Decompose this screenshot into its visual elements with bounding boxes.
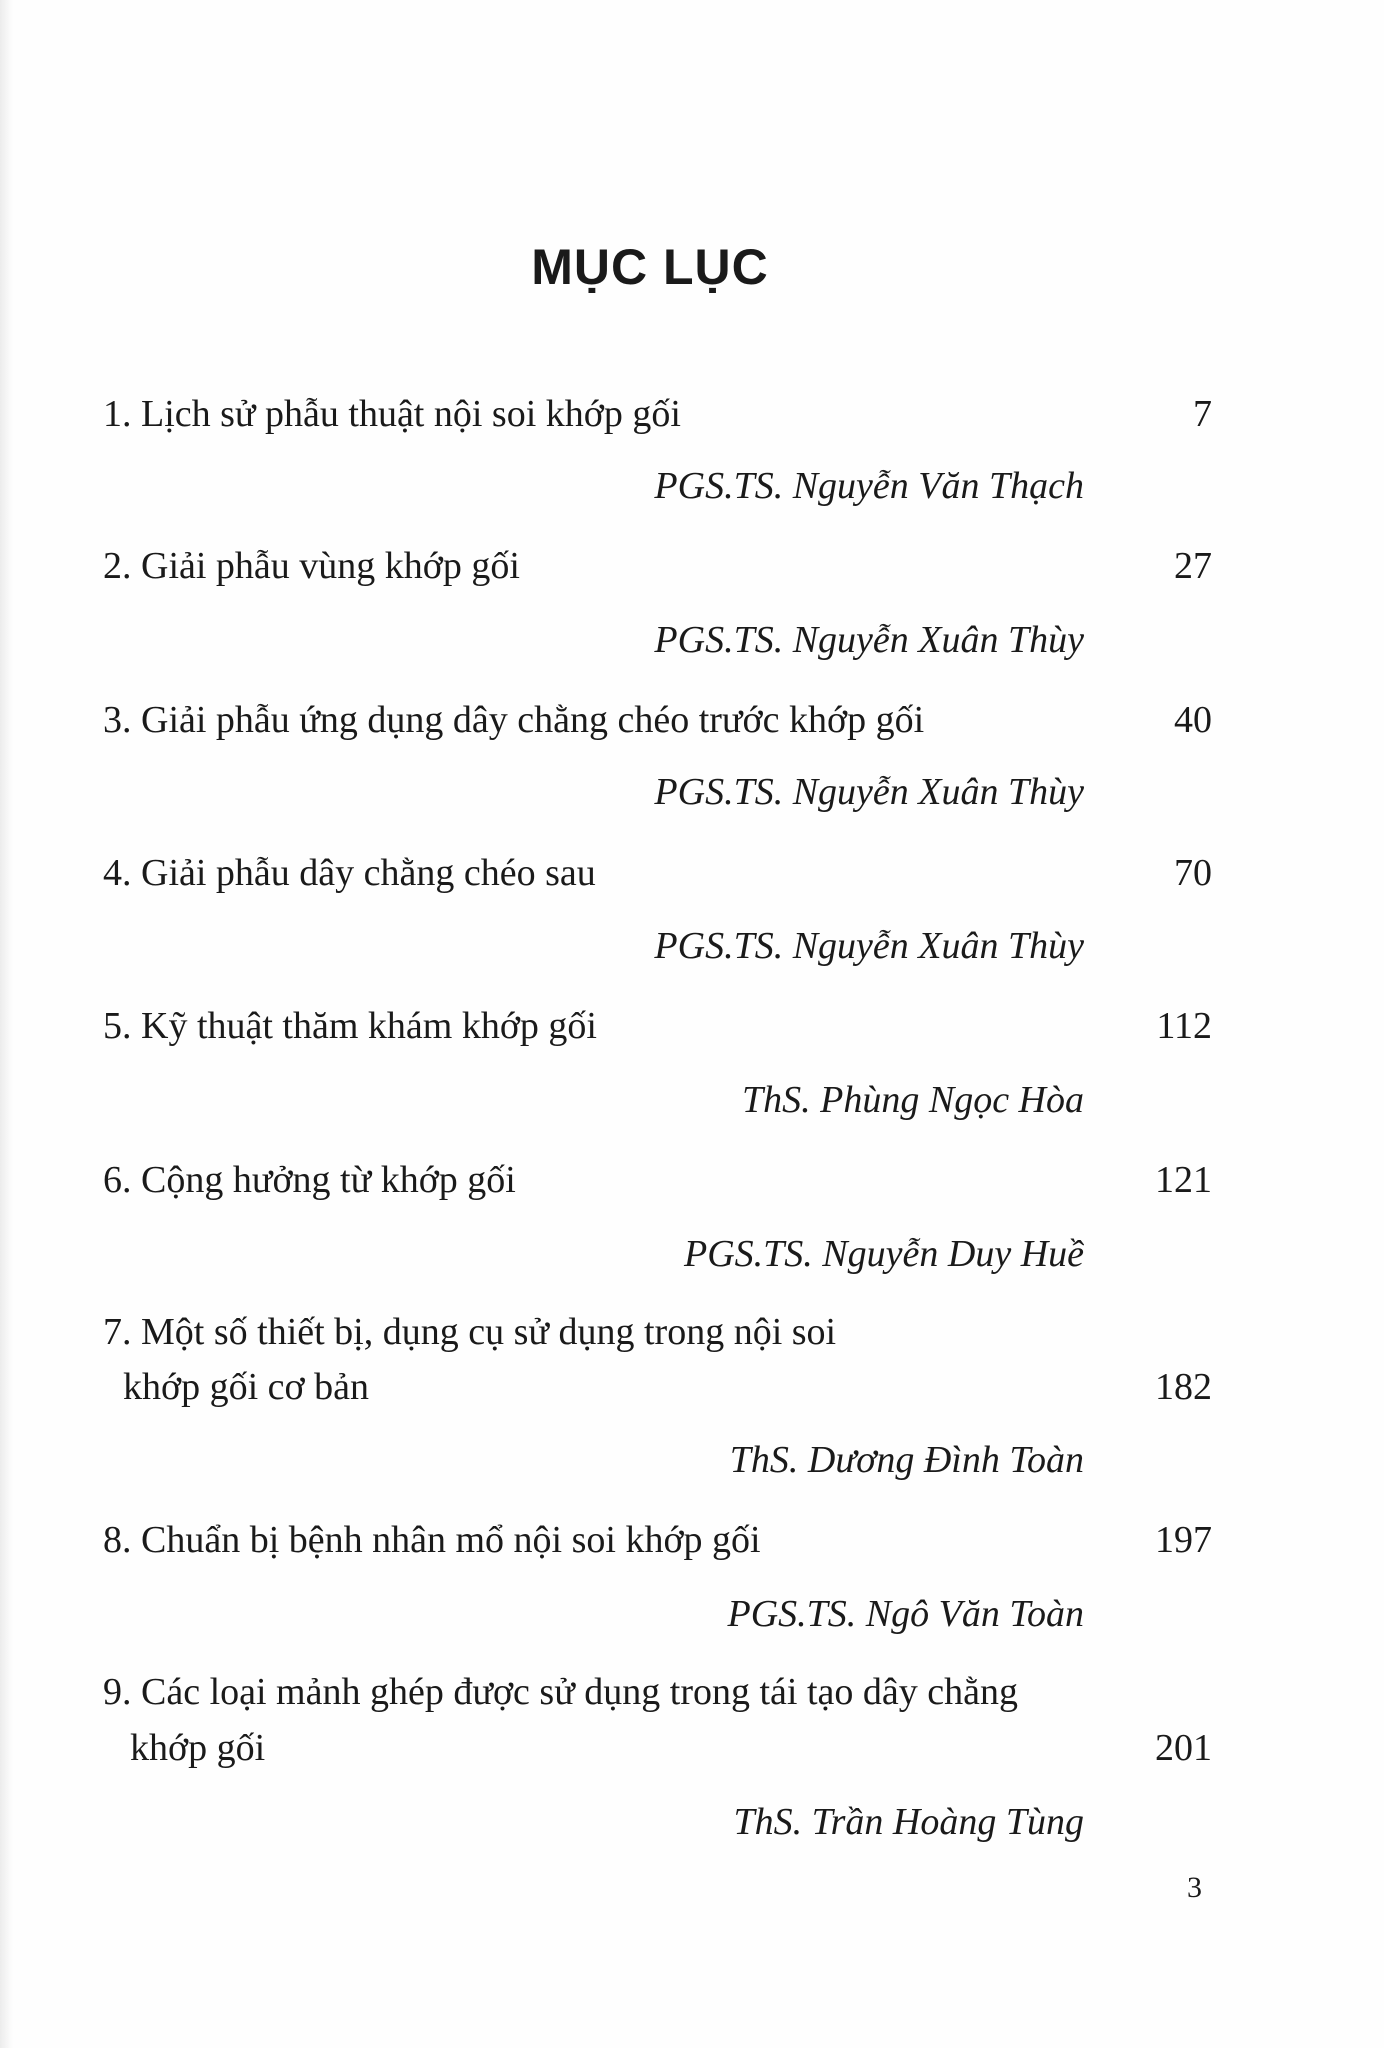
scan-edge — [0, 0, 14, 2048]
toc-entry-title-continued: khớp gối — [130, 1727, 266, 1769]
toc-entry-author: PGS.TS. Ngô Văn Toàn — [727, 1593, 1084, 1635]
toc-entry-author: PGS.TS. Nguyễn Văn Thạch — [654, 465, 1084, 507]
toc-entry-page: 201 — [1155, 1727, 1212, 1769]
toc-entry-author: PGS.TS. Nguyễn Xuân Thùy — [654, 771, 1084, 813]
toc-entry-title: 9. Các loại mảnh ghép được sử dụng trong tái tạo dây chằng — [103, 1671, 1019, 1713]
toc-entry-title: 8. Chuẩn bị bệnh nhân mổ nội soi khớp gối — [103, 1519, 761, 1561]
toc-entry-author: ThS. Phùng Ngọc Hòa — [742, 1079, 1084, 1121]
toc-entry-author: ThS. Dương Đình Toàn — [729, 1439, 1084, 1481]
toc-entry-page: 121 — [1155, 1159, 1212, 1201]
toc-entry-page: 70 — [1174, 852, 1212, 894]
page-title: MỤC LỤC — [531, 239, 769, 295]
toc-entry-page: 197 — [1155, 1519, 1212, 1561]
toc-entry-page: 27 — [1174, 545, 1212, 587]
toc-entry-page: 7 — [1193, 393, 1212, 435]
toc-entry-page: 112 — [1156, 1005, 1212, 1047]
toc-entry-title: 4. Giải phẫu dây chằng chéo sau — [103, 852, 596, 894]
toc-entry-author: PGS.TS. Nguyễn Xuân Thùy — [654, 925, 1084, 967]
toc-entry-author: ThS. Trần Hoàng Tùng — [733, 1801, 1084, 1843]
toc-entry-page: 182 — [1155, 1366, 1212, 1408]
toc-entry-title: 3. Giải phẫu ứng dụng dây chằng chéo trước khớp gối — [103, 699, 925, 741]
toc-entry-author: PGS.TS. Nguyễn Xuân Thùy — [654, 619, 1084, 661]
toc-entry-title: 7. Một số thiết bị, dụng cụ sử dụng trong nội soi — [103, 1311, 837, 1353]
toc-entry-title: 5. Kỹ thuật thăm khám khớp gối — [103, 1005, 597, 1047]
toc-entry-author: PGS.TS. Nguyễn Duy Huề — [684, 1233, 1084, 1275]
toc-entry-title: 2. Giải phẫu vùng khớp gối — [103, 545, 520, 587]
toc-entry-title-continued: khớp gối cơ bản — [123, 1366, 369, 1408]
toc-entry-page: 40 — [1174, 699, 1212, 741]
toc-entry-title: 6. Cộng hưởng từ khớp gối — [103, 1159, 516, 1201]
page-number: 3 — [1187, 1871, 1202, 1904]
toc-entry-title: 1. Lịch sử phẫu thuật nội soi khớp gối — [103, 393, 681, 435]
